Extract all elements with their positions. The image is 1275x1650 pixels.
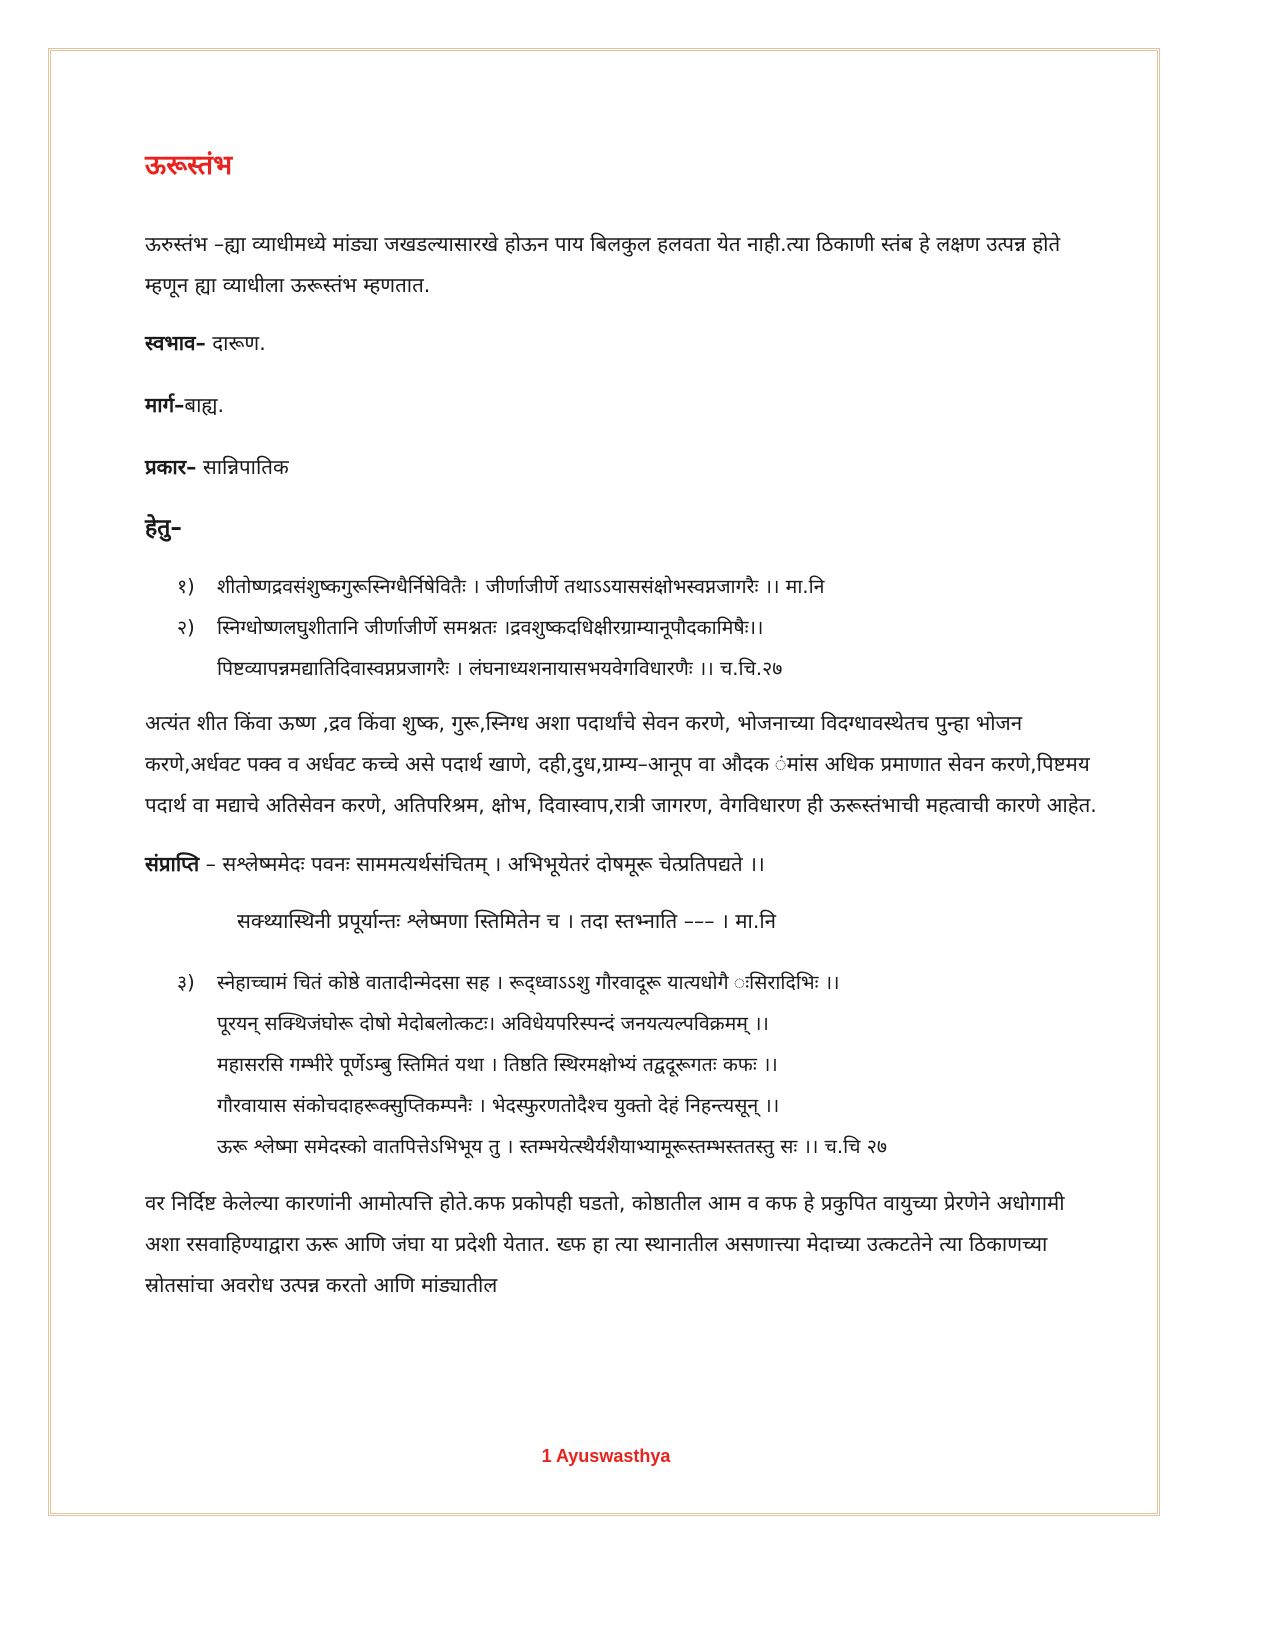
item-number: २): [177, 616, 195, 639]
page-title: ऊरूस्तंभ: [145, 150, 233, 181]
hetu-explanation: अत्यंत शीत किंवा ऊष्ण ,द्रव किंवा शुष्क, गुरू,स्निग्ध अशा पदार्थांचे सेवन करणे, भोजनाच्या विदग्धावस्थेतच पुन्हा भोजन करणे,अर्धवट पक्व व अर्धवट कच्चे असे पदार्थ खाणे, दही,दुध,ग्राम्य–आनूप वा औदक ंमांस अधिक प्रमाणात सेवन करणे,पिष्टमय पदार्थ वा मद्याचे अतिसेवन करणे, अतिपरिश्रम, क्षोभ, दिवास्वाप,रात्री जागरण, वेगविधारण ही ऊरूस्तंभाची महत्वाची कारणे आहेत.: [145, 711, 1097, 817]
hetu-list: [145, 566, 1105, 689]
marg-field: [145, 390, 1105, 420]
verse-line: शीतोष्णद्रवसंशुष्कगुरूस्निग्धैर्निषेवितैः । जीर्णाजीर्णे तथाऽऽयाससंक्षोभस्वप्नजागरैः ।। मा.नि: [217, 575, 825, 598]
marg-value: बाह्य.: [184, 393, 225, 417]
page-footer: 1 Ayuswasthya: [541, 1446, 671, 1466]
samprapti-label: संप्राप्ति: [145, 852, 200, 876]
list-item: [145, 566, 1105, 607]
samprapti-line-2: सक्थ्यास्थिनी प्रपूर्यान्तः श्लेष्मणा स्तिमितेन च । तदा स्तभ्नाति ––– । मा.नि: [237, 909, 777, 933]
swabhav-value: दारूण.: [205, 331, 266, 355]
list-item: [145, 962, 1105, 1167]
list-item: [145, 607, 1105, 689]
prakar-value: सान्निपातिक: [196, 455, 289, 479]
swabhav-label: स्वभाव–: [145, 331, 206, 355]
verse-line: ऊरू श्लेष्मा समेदस्को वातपित्तेऽभिभूय तु । स्तम्भयेत्स्थैर्यशैयाभ्यामूरूस्तम्भस्ततस्तु सः ।। च.चि २७: [217, 1135, 888, 1158]
document-body: [145, 148, 1105, 1306]
verse-line: स्निग्धोष्णलघुशीतानि जीर्णाजीर्णे समश्नतः ।द्रवशुष्कदधिक्षीरग्राम्यानूपौदकामिषैः।।: [217, 616, 764, 639]
samprapti-verse: – सश्लेष्ममेदः पवनः साममत्यर्थसंचितम् । अभिभूयेतरं दोषमूरू चेत्प्रतिपद्यते ।।: [199, 852, 765, 876]
marg-label: मार्ग–: [145, 393, 185, 417]
verse-line: गौरवायास संकोचदाहरूक्सुप्तिकम्पनैः । भेदस्फुरणतोदैश्च युक्तो देहं निहन्त्यसून् ।।: [217, 1094, 780, 1117]
verse-line: महासरसि गम्भीरे पूर्णेऽम्बु स्तिमितं यथा । तिष्ठति स्थिरमक्षोभ्यं तद्वदूरूगतः कफः ।।: [217, 1053, 778, 1076]
item-number: १): [177, 575, 195, 598]
verse-line: पूरयन् सक्थिजंघोरू दोषो मेदोबलोत्कटः। अविधेयपरिस्पन्दं जनयत्यल्पविक्रमम् ।।: [217, 1012, 769, 1035]
conclusion-paragraph: वर निर्दिष्ट केलेल्या कारणांनी आमोत्पत्ति होते.कफ प्रकोपही घडतो, कोष्ठातील आम व कफ हे प्रकुपित वायुच्या प्रेरणेने अधोगामी अशा रसवाहिण्याद्वारा ऊरू आणि जंघा या प्रदेशी येतात. ख्फ हा त्या स्थानातील असणात्त्या मेदाच्या उत्कटतेने त्या ठिकाणच्या स्रोतसांचा अवरोध उत्पन्न करतो आणि मांड्यातील: [145, 1191, 1065, 1297]
samprapti-line-1: [145, 844, 1105, 885]
verse-line: स्नेहाच्चामं चितं कोष्ठे वातादीन्मेदसा सह । रूद्ध्वाऽऽशु गौरवादूरू यात्यधोगै ःसिरादिभिः ।।: [217, 971, 840, 994]
swabhav-field: [145, 328, 1105, 358]
verse-line: पिष्टव्यापन्नमद्यातिदिवास्वप्नप्रजागरैः । लंघनाध्यशनायासभयवेगविधारणैः ।। च.चि.२७: [217, 657, 783, 680]
intro-paragraph: ऊरुस्तंभ –ह्या व्याधीमध्ये मांड्या जखडल्यासारखे होऊन पाय बिलकुल हलवता येत नाही.त्या ठिकाणी स्तंब हे लक्षण उत्पन्न होते म्हणून ह्या व्याधीला ऊरूस्तंभ म्हणतात.: [145, 232, 1061, 297]
samprapti-list: [145, 962, 1105, 1167]
prakar-label: प्रकार–: [145, 455, 197, 479]
hetu-heading: हेतु–: [145, 515, 182, 541]
prakar-field: [145, 452, 1105, 482]
item-number: ३): [177, 971, 195, 994]
